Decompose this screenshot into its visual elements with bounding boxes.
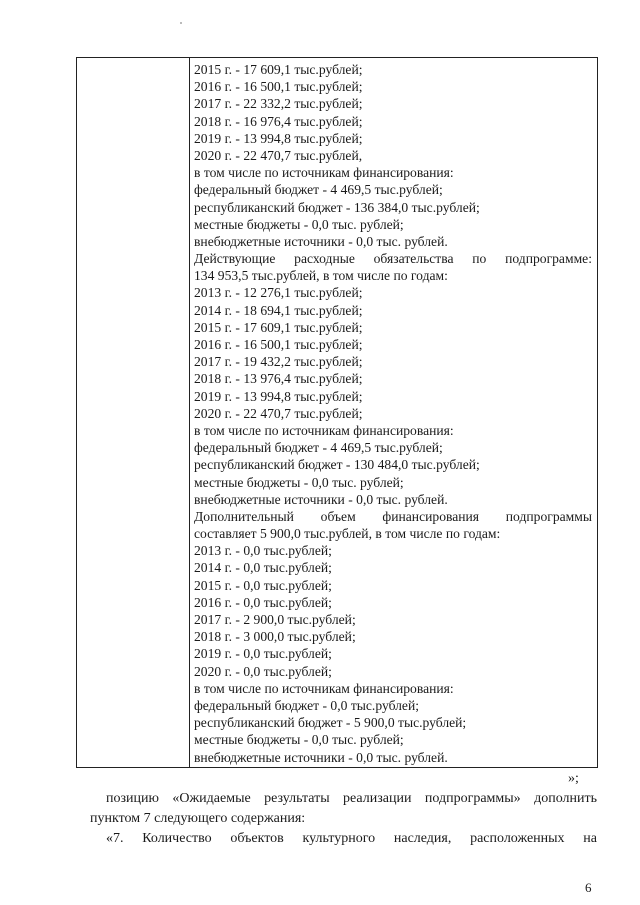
table-line: 2015 г. - 17 609,1 тыс.рублей; [194, 319, 363, 335]
body-paragraph-line: позицию «Ожидаемые результаты реализации подпрограммы» дополнить [106, 791, 597, 806]
table-line: 2015 г. - 17 609,1 тыс.рублей; [194, 62, 363, 77]
table-line: внебюджетные источники - 0,0 тыс. рублей. [194, 233, 448, 249]
body-paragraph-line: «7. Количество объектов культурного наследия, расположенных на [106, 831, 597, 846]
table-line: федеральный бюджет - 4 469,5 тыс.рублей; [194, 182, 443, 198]
table-line: 2014 г. - 18 694,1 тыс.рублей; [194, 302, 363, 318]
table-line: 2017 г. - 2 900,0 тыс.рублей; [194, 612, 356, 627]
table-line: республиканский бюджет - 136 384,0 тыс.рублей; [194, 199, 480, 215]
page-number: 6 [585, 880, 592, 895]
table-line: 2019 г. - 13 994,8 тыс.рублей; [194, 388, 363, 404]
table-line: 2019 г. - 13 994,8 тыс.рублей; [194, 130, 363, 146]
table-line: 134 953,5 тыс.рублей, в том числе по годам: [194, 268, 448, 284]
table-line: 2016 г. - 0,0 тыс.рублей; [194, 594, 332, 610]
financing-table [76, 57, 598, 768]
table-line: 2020 г. - 22 470,7 тыс.рублей, [194, 147, 363, 163]
table-line: федеральный бюджет - 0,0 тыс.рублей; [194, 697, 420, 713]
table-line: в том числе по источникам финансирования: [194, 422, 454, 438]
table-line: 2016 г. - 16 500,1 тыс.рублей; [194, 79, 363, 95]
scan-speck [180, 22, 182, 24]
table-line: 2014 г. - 0,0 тыс.рублей; [194, 560, 332, 576]
table-line: 2017 г. - 19 432,2 тыс.рублей; [194, 354, 363, 370]
table-line: 2013 г. - 0,0 тыс.рублей; [194, 543, 332, 559]
table-line: 2018 г. - 13 976,4 тыс.рублей; [194, 371, 363, 387]
table-line: 2013 г. - 12 276,1 тыс.рублей; [194, 285, 363, 301]
table-line: 2020 г. - 0,0 тыс.рублей; [194, 663, 332, 679]
table-line: составляет 5 900,0 тыс.рублей, в том числе по годам: [194, 526, 501, 542]
table-line: внебюджетные источники - 0,0 тыс. рублей. [194, 491, 448, 507]
table-line: республиканский бюджет - 130 484,0 тыс.рублей; [194, 457, 480, 473]
closing-quote: »; [568, 771, 579, 786]
table-line: местные бюджеты - 0,0 тыс. рублей; [194, 732, 404, 748]
table-line: 2017 г. - 22 332,2 тыс.рублей; [194, 96, 363, 112]
table-line: республиканский бюджет - 5 900,0 тыс.рублей; [194, 715, 467, 731]
table-line: 2018 г. - 16 976,4 тыс.рублей; [194, 113, 363, 129]
table-line: 2015 г. - 0,0 тыс.рублей; [194, 577, 332, 593]
table-line: 2018 г. - 3 000,0 тыс.рублей; [194, 629, 356, 645]
table-line: Действующие расходные обязательства по подпрограмме: [194, 251, 592, 267]
table-line: 2016 г. - 16 500,1 тыс.рублей; [194, 337, 363, 352]
table-line: в том числе по источникам финансирования: [194, 680, 454, 696]
table-line: 2019 г. - 0,0 тыс.рублей; [194, 646, 332, 662]
table-line: местные бюджеты - 0,0 тыс. рублей; [194, 474, 404, 490]
table-line: федеральный бюджет - 4 469,5 тыс.рублей; [194, 440, 443, 456]
table-line: 2020 г. - 22 470,7 тыс.рублей; [194, 405, 363, 421]
body-paragraph-line: пунктом 7 следующего содержания: [90, 811, 306, 826]
table-line: местные бюджеты - 0,0 тыс. рублей; [194, 216, 404, 232]
table-right-column [190, 58, 598, 767]
table-line: в том числе по источникам финансирования: [194, 165, 454, 181]
table-left-column [77, 58, 190, 767]
table-line: внебюджетные источники - 0,0 тыс. рублей. [194, 749, 448, 765]
table-line: Дополнительный объем финансирования подпрограммы [194, 508, 592, 524]
